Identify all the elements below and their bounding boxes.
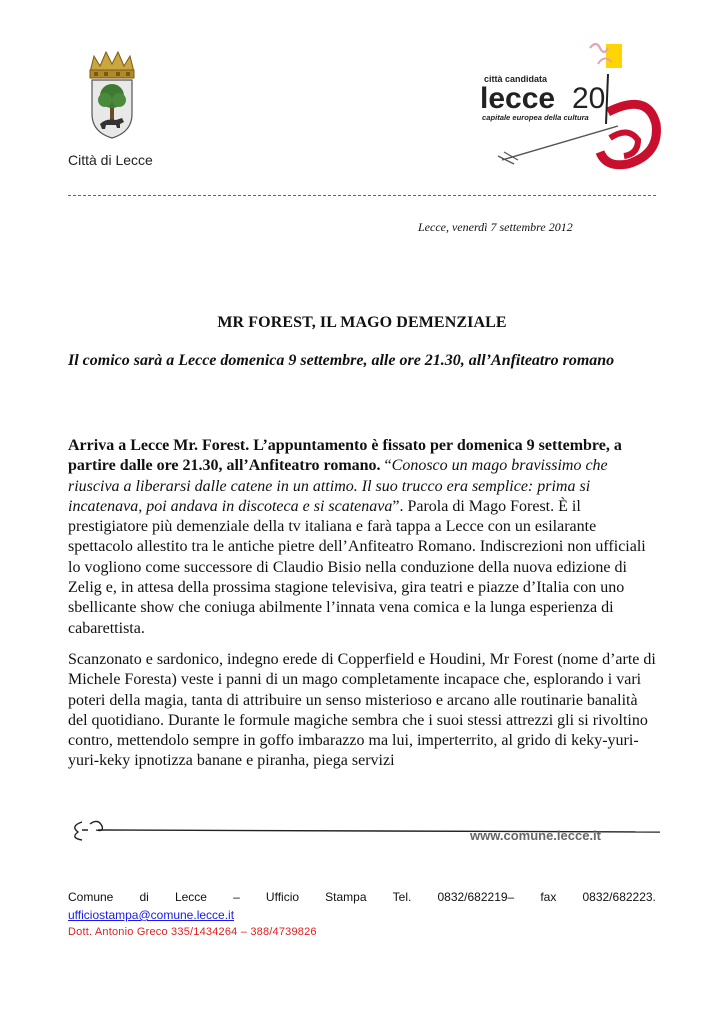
logo-word: lecce	[480, 82, 556, 115]
footer-word: di	[139, 890, 149, 904]
website-link[interactable]: www.comune.lecce.it	[470, 828, 602, 843]
footer-word: Ufficio	[265, 890, 300, 904]
article-paragraph-1	[68, 436, 658, 639]
footer-word: fax	[540, 890, 557, 904]
paragraph-1-quote: Conosco un mago bravissimo che riusciva a liberarsi dalle catene in un attimo. Il suo trucco era semplice: prima si incatenava, poi andava in discoteca e si scatenava	[68, 457, 608, 515]
footer-word: Lecce	[174, 890, 207, 904]
footer-fax: 0832/682223.	[582, 890, 656, 904]
article-title: MR FOREST, IL MAGO DEMENZIALE	[217, 314, 507, 331]
footer-email-link[interactable]: ufficiostampa@comune.lecce.it	[68, 908, 235, 922]
logo-number: 20	[572, 82, 606, 115]
footer-word: Stampa	[325, 890, 367, 904]
document-date: Lecce, venerdì 7 settembre 2012	[418, 220, 573, 234]
lecce-2019-candidate-logo	[478, 34, 664, 170]
header-divider	[68, 195, 656, 196]
footer-word: –	[233, 890, 240, 904]
paragraph-1-lead: Arriva a Lecce Mr. Forest. L’appuntamento è fissato per domenica 9 settembre, a partire dalle ore 21.30, all’Anfiteatro romano.	[68, 437, 622, 475]
article-paragraph-2: Scanzonato e sardonico, indegno erede di Copperfield e Houdini, Mr Forest (nome d’arte di Michele Foresta) veste i panni di un mago completamente incapace che, esplorando i vari poteri della magia, tanta di attribuire un senso misterioso e arcano alle routinarie banalità del quotidiano. Durante le formule magiche sembra che i suoi stessi attrezzi gli si rivoltino contro, mettendolo sempre in goffo imbarazzo ma lui, imperterrito, al grido di keky-yuri-yuri-keky ipnotizza banane e piranha, piega servizi	[68, 651, 656, 770]
logo-line1: città candidata	[484, 74, 548, 84]
footer-office-line	[68, 890, 656, 904]
paragraph-1-quote-open: “	[380, 457, 392, 475]
footer-word: Comune	[68, 890, 114, 904]
footer-contact: Dott. Antonio Greco 335/1434264 – 388/4739826	[68, 926, 317, 938]
footer-word: Tel.	[392, 890, 412, 904]
footer-phone: 0832/682219–	[437, 890, 515, 904]
city-crest-icon	[86, 48, 138, 140]
logo-line2: capitale europea della cultura	[482, 113, 589, 122]
paragraph-1-body: ”. Parola di Mago Forest. È il prestigiatore più demenziale della tv italiana e farà tappa a Lecce con un esilarante spettacolo allestito tra le antiche pietre dell’Anfiteatro Romano. Indiscrezioni non ufficiali lo vogliono come successore di Claudio Bisio nella conduzione della nuova edizione di Zelig e, in attesa della prossima stagione televisiva, gira teatri e piazze d’Italia con uno sbellicante show che coniuga abilmente l’innata vena comica e la lunga esperienza di cabarettista.	[68, 497, 646, 637]
article-subtitle: Il comico sarà a Lecce domenica 9 settembre, alle ore 21.30, all’Anfiteatro romano	[68, 352, 615, 369]
city-name: Città di Lecce	[68, 152, 153, 168]
